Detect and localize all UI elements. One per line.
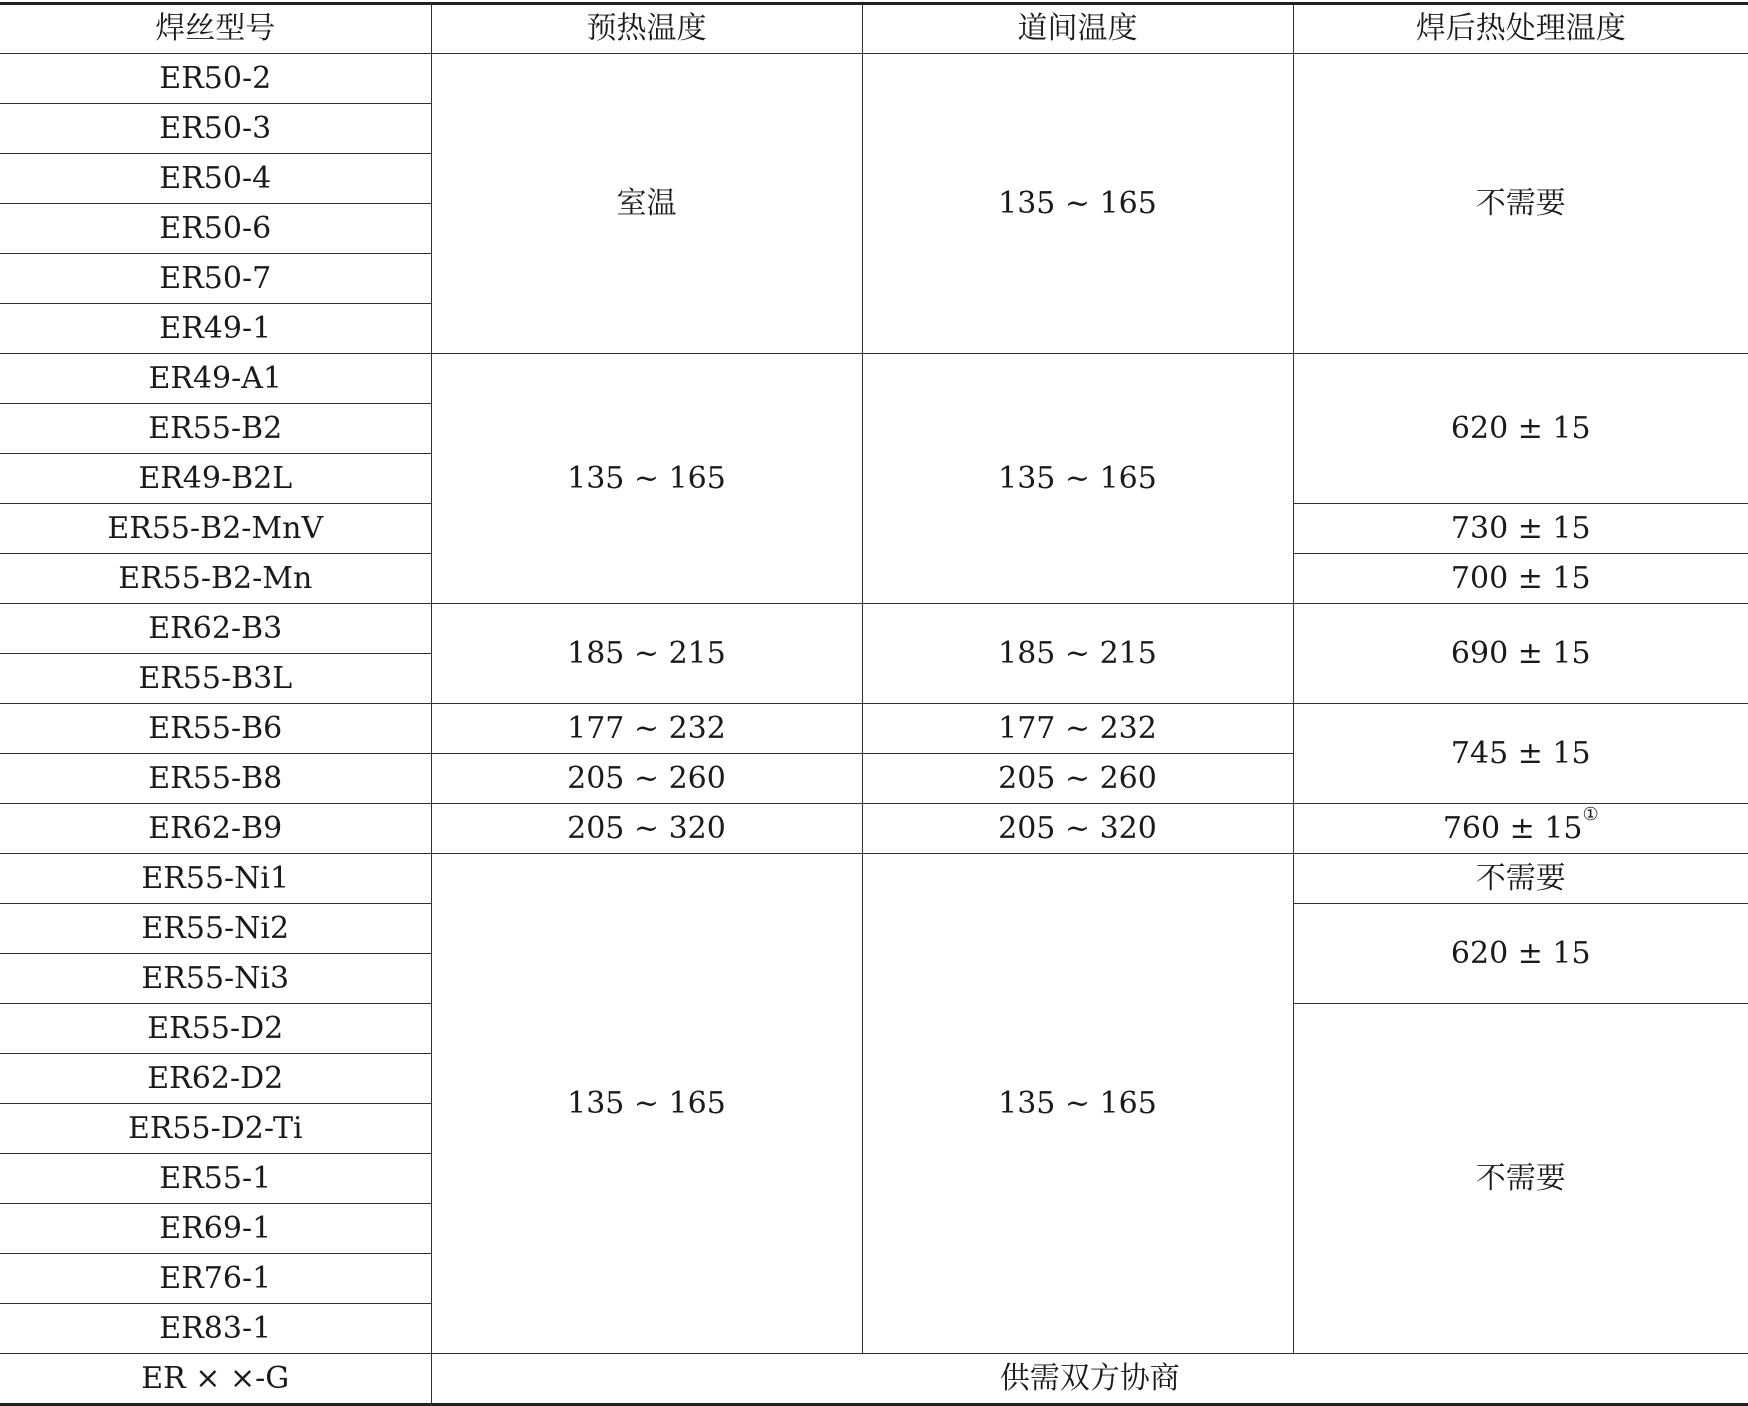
interpass-cell: 135 ~ 165 (862, 354, 1293, 604)
preheat-cell: 135 ~ 165 (431, 354, 862, 604)
table-row (0, 604, 1748, 654)
pwht-cell: 不需要 (1293, 854, 1748, 904)
wire-model-cell: ER55-B6 (0, 704, 431, 754)
wire-model-cell: ER55-D2 (0, 1004, 431, 1054)
wire-model-cell: ER50-6 (0, 204, 431, 254)
pwht-cell: 620 ± 15 (1293, 354, 1748, 504)
table-row (0, 1354, 1748, 1405)
pwht-cell: 690 ± 15 (1293, 604, 1748, 704)
agreement-note-cell: 供需双方协商 (431, 1354, 1748, 1405)
wire-model-cell: ER55-1 (0, 1154, 431, 1204)
pwht-cell: 不需要 (1293, 54, 1748, 354)
wire-model-cell: ER50-7 (0, 254, 431, 304)
wire-model-cell: ER49-A1 (0, 354, 431, 404)
header-interpass-temperature: 道间温度 (862, 4, 1293, 54)
wire-model-cell: ER55-Ni3 (0, 954, 431, 1004)
wire-model-cell: ER62-B9 (0, 804, 431, 854)
header-preheat-temperature: 预热温度 (431, 4, 862, 54)
pwht-cell: 730 ± 15 (1293, 504, 1748, 554)
pwht-cell: 不需要 (1293, 1004, 1748, 1354)
table-row (0, 54, 1748, 104)
interpass-cell: 177 ~ 232 (862, 704, 1293, 754)
wire-model-cell: ER49-1 (0, 304, 431, 354)
interpass-cell: 205 ~ 260 (862, 754, 1293, 804)
wire-model-cell: ER55-B2 (0, 404, 431, 454)
wire-model-cell: ER55-D2-Ti (0, 1104, 431, 1154)
preheat-cell: 177 ~ 232 (431, 704, 862, 754)
preheat-cell: 室温 (431, 54, 862, 354)
preheat-cell: 135 ~ 165 (431, 854, 862, 1354)
wire-model-cell: ER76-1 (0, 1254, 431, 1304)
interpass-cell: 185 ~ 215 (862, 604, 1293, 704)
pwht-value: 760 ± 15 (1442, 810, 1583, 846)
wire-model-cell: ER55-B2-Mn (0, 554, 431, 604)
welding-temperature-table (0, 2, 1748, 1406)
pwht-cell: 620 ± 15 (1293, 904, 1748, 1004)
wire-model-cell: ER62-D2 (0, 1054, 431, 1104)
pwht-cell (1293, 804, 1748, 854)
table-row (0, 804, 1748, 854)
pwht-cell: 700 ± 15 (1293, 554, 1748, 604)
preheat-cell: 185 ~ 215 (431, 604, 862, 704)
wire-model-cell: ER50-3 (0, 104, 431, 154)
header-wire-model: 焊丝型号 (0, 4, 431, 54)
pwht-cell: 745 ± 15 (1293, 704, 1748, 804)
wire-model-cell: ER55-B8 (0, 754, 431, 804)
wire-model-cell: ER49-B2L (0, 454, 431, 504)
header-pwht-temperature: 焊后热处理温度 (1293, 4, 1748, 54)
footnote-marker: ① (1582, 803, 1599, 825)
header-row (0, 4, 1748, 54)
wire-model-cell: ER62-B3 (0, 604, 431, 654)
interpass-cell: 135 ~ 165 (862, 854, 1293, 1354)
wire-model-cell: ER50-2 (0, 54, 431, 104)
wire-model-cell: ER55-Ni2 (0, 904, 431, 954)
wire-model-cell: ER × ×-G (0, 1354, 431, 1405)
wire-model-cell: ER55-B2-MnV (0, 504, 431, 554)
wire-model-cell: ER69-1 (0, 1204, 431, 1254)
wire-model-cell: ER83-1 (0, 1304, 431, 1354)
table-row (0, 704, 1748, 754)
wire-model-cell: ER50-4 (0, 154, 431, 204)
wire-model-cell: ER55-B3L (0, 654, 431, 704)
preheat-cell: 205 ~ 320 (431, 804, 862, 854)
table-row (0, 354, 1748, 404)
interpass-cell: 135 ~ 165 (862, 54, 1293, 354)
table-row (0, 854, 1748, 904)
preheat-cell: 205 ~ 260 (431, 754, 862, 804)
interpass-cell: 205 ~ 320 (862, 804, 1293, 854)
wire-model-cell: ER55-Ni1 (0, 854, 431, 904)
